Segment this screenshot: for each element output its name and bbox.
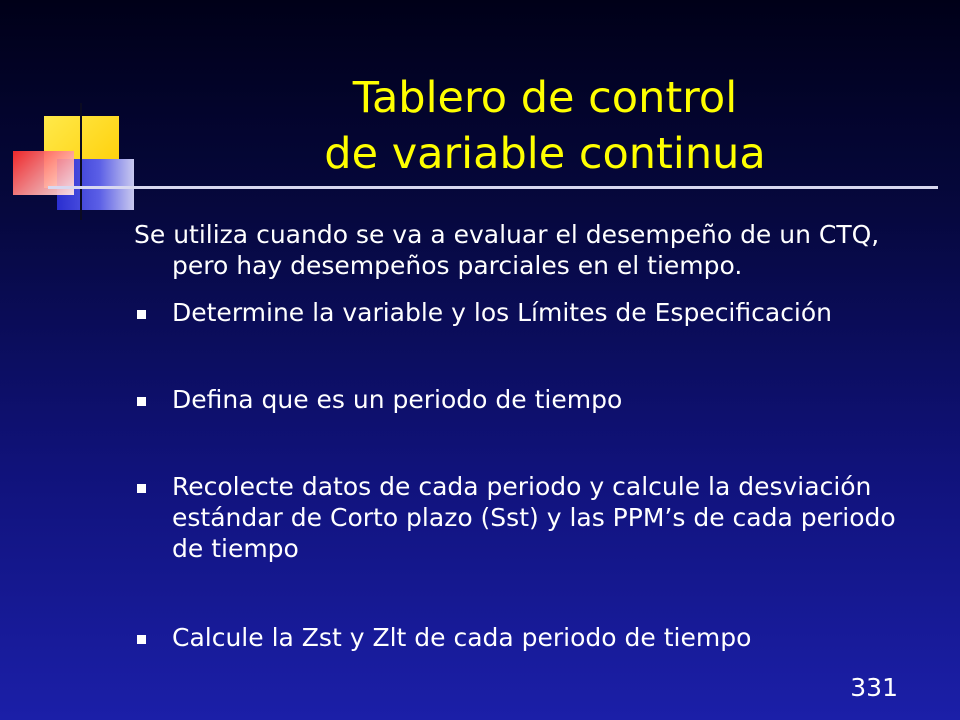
- bullet-list: [134, 297, 924, 653]
- bullet-text: Calcule la Zst y Zlt de cada periodo de tiempo: [172, 623, 752, 652]
- bullet-item: [134, 622, 924, 653]
- page-number: 331: [850, 673, 898, 702]
- bullet-item: [134, 384, 924, 415]
- square-bullet-icon: [137, 310, 146, 319]
- slide-title: [180, 70, 910, 182]
- square-bullet-icon: [137, 397, 146, 406]
- bullet-text: Determine la variable y los Límites de Especificación: [172, 298, 833, 327]
- slide-body: [134, 219, 924, 653]
- bullet-item: [134, 297, 924, 328]
- title-line-1: Tablero de control: [352, 73, 738, 123]
- square-bullet-icon: [137, 635, 146, 644]
- bullet-text: Defina que es un periodo de tiempo: [172, 385, 623, 414]
- square-bullet-icon: [137, 484, 146, 493]
- bullet-item: [134, 471, 924, 564]
- intro-paragraph: Se utiliza cuando se va a evaluar el desempeño de un CTQ, pero hay desempeños parciales en el tiempo.: [134, 220, 880, 280]
- title-line-2: de variable continua: [324, 129, 766, 179]
- decorative-vertical-line: [80, 103, 82, 220]
- title-underline: [48, 186, 938, 189]
- bullet-text: Recolecte datos de cada periodo y calcule la desviación estándar de Corto plazo (Sst) y las PPM’s de cada periodo de tiempo: [172, 472, 896, 563]
